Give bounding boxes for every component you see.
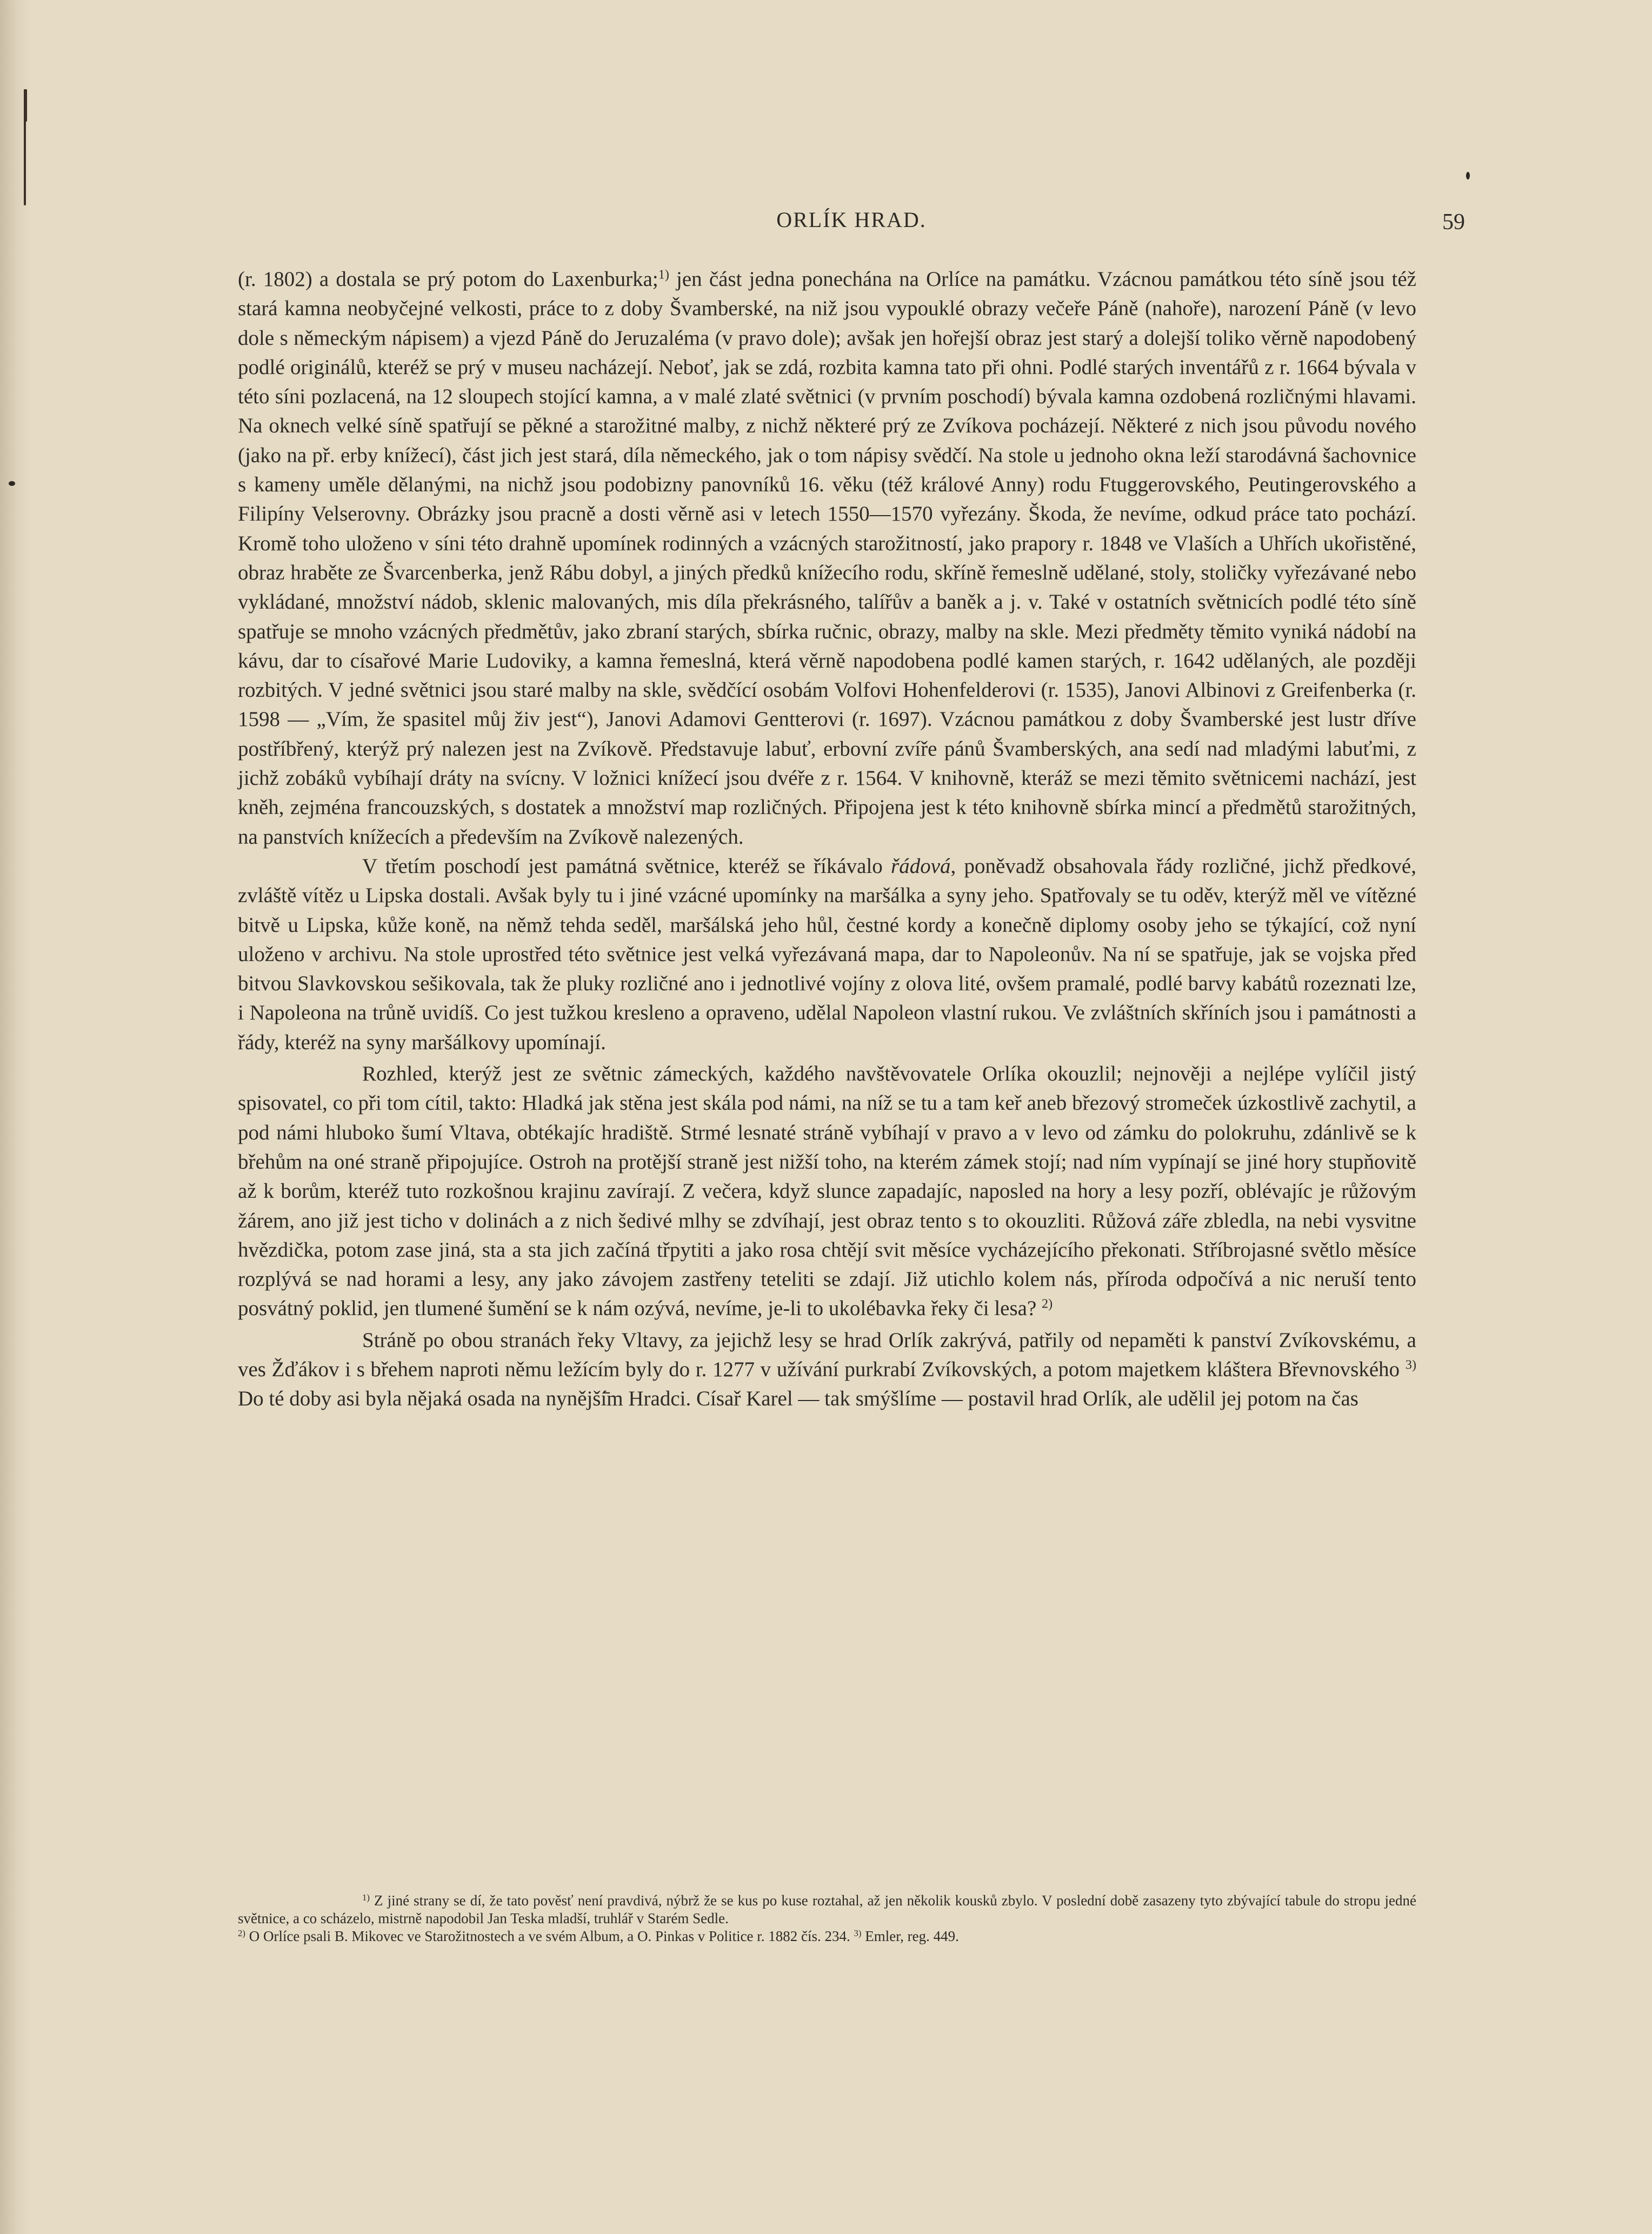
binding-mark [24,114,26,205]
footnote-mark: 2) [238,1928,245,1938]
page-number: 59 [1442,210,1465,235]
footnote-mark: 1) [362,1892,370,1903]
footnote-ref[interactable]: 2) [1042,1297,1053,1312]
paragraph: V třetím poschodí jest památná světnice, kteréž se říkávalo řádová, poněvadž obsahovala řády rozličné, jichž předkové, zvláště vítěz u Lipska dostali. Avšak byly tu i jiné vzácné upomínky na maršálka a syny jeho. Spatřovaly se tu oděv, kterýž měl ve vítězné bitvě u Lipska, kůže koně, na němž tehda seděl, maršálská jeho hůl, čestné kordy a konečně diplomy osoby jeho se týkající, což nyní uloženo v archivu. Na stole uprostřed této světnice jest velká vyřezávaná mapa, dar to Napoleonův. Na ní se spatřuje, jak se vojska před bitvou Slavkovskou sešikovala, tak že pluky rozličné ano i jednotlivé vojíny z olova lité, ovšem pramalé, podlé barvy kabátů rozeznati lze, i Napoleona na trůně uvidíš. Co jest tužkou kresleno a opraveno, udělal Napoleon vlastní rukou. Ve zvláštních skříních jsou i památnosti a řády, kteréž na syny maršálkovy upomínají. [238,854,1416,1054]
page-edge-shadow [0,0,31,2234]
footnote-ref[interactable]: 1) [658,267,669,282]
footnote: $^{2)}$ O Orlíce psali B. Mikovec ve Starožitnostech a ve svém Album, a O. Pinkas v Politice r. 1882 čís. 234. $^{3)}$ Emler, reg. 449. [238,1928,959,1944]
paragraph: Rozhled, kterýž jest ze světnic zámeckých, každého navštěvovatele Orlíka okouzlil; nejnověji a nejlépe vylíčil jistý spisovatel, co při tom cítil, takto: Hladká jak stěna jest skála pod námi, na níž se tu a tam keř aneb březový stromeček úzkostlivě zachytil, a pod námi hluboko šumí Vltava, obtékajíc hradiště. Strmé lesnaté stráně vybíhají v pravo a v levo od zámku do polokruhu, zdánlivě se k břehům na oné straně připojujíce. Ostroh na protější straně jest nižší toho, na kterém zámek stojí; nad ním vypínají se jiné hory stupňovitě až k borům, kteréž tuto rozkošnou krajinu zavírají. Z večera, když slunce zapadajíc, naposled na hory a lesy pozří, oblévajíc je růžovým žárem, ano již jest ticho v dolinách a z nich šedivé mlhy se zdvíhají, jest obraz tento s to okouzliti. Růžová záře zbledla, na nebi vysvitne hvězdička, potom zase jiná, sta a sta jich začíná třpytiti a jako rosa chtějí svit měsíce vycházejícího překonati. Stříbrojasné světlo měsíce rozplývá se nad horami a lesy, any jako závojem zastřeny teteliti se zdají. Již utichlo kolem nás, příroda odpočívá a nic neruší tento posvátný poklid, jen tlumené šumění se k nám ozývá, nevíme, je-li to ukolébavka řeky či lesa? $^{2)}$ [238,1062,1416,1321]
running-head: ORLÍK HRAD. [776,208,927,232]
italic-term: řádová [891,854,951,878]
paragraph: (r. 1802) a dostala se prý potom do Laxenburka;$^{1)}$ jen část jedna ponechána na Orlíce na památku. Vzácnou památkou této síně jsou též stará kamna neobyčejné velkosti, práce to z doby Švamberské, na niž jsou vypouklé obrazy večeře Páně (nahoře), narození Páně (v levo dole s německým nápisem) a vjezd Páně do Jeruzaléma (v pravo dole); avšak jen hořejší obraz jest starý a dolejší toliko věrně napodobený podlé originálů, kteréž se prý v museu nacházejí. Neboť, jak se zdá, rozbita kamna tato při ohni. Podlé starých inventářů z r. 1664 bývala v této síni pozlacená, na 12 sloupech stojící kamna, a v malé zlaté světnici (v prvním poschodí) bývala kamna ozdobená rozličnými hlavami. Na oknech velké síně spatřují se pěkné a starožitné malby, z nichž některé prý ze Zvíkova pocházejí. Některé z nich jsou původu nového (jako na př. erby knížecí), část jich jest stará, díla německého, jak o tom nápisy svědčí. Na stole u jednoho okna leží starodávná šachovnice s kameny uměle dělanými, na nichž jsou podobizny panovníků 16. věku (též králové Anny) rodu Ftuggerovského, Peutingerovského a Filipíny Velserovny. Obrázky jsou pracně a dosti věrně asi v letech 1550—1570 vyřezány. Škoda, že nevíme, odkud práce tato pochází. Kromě toho uloženo v síni této drahně upomínek rodinných a vzácných starožitností, jako prapory r. 1848 ve Vlaších a Uhřích ukořistěné, obraz hraběte ze Švarcenberka, jenž Rábu dobyl, a jiných předků knížecího rodu, skříně řemeslně udělané, stoly, stoličky vyřezávané nebo vykládané, množství nádob, sklenic malovaných, mis díla překrásného, talířův a baněk a j. v. Také v ostatních světnicích podlé této síně spatřuje se mnoho vzácných předmětův, jako zbraní starých, sbírka ručnic, obrazy, malby na skle. Mezi předměty těmito vyniká nádobí na kávu, dar to císařové Marie Ludoviky, a kamna řemeslná, která věrně napodobena podlé kamen starých, r. 1642 udělaných, ale později rozbitých. V jedné světnici jsou staré malby na skle, svědčící osobám Volfovi Hohenfelderovi (r. 1535), Janovi Albinovi z Greifenberka (r. 1598 — „Vím, že spasitel můj živ jest“), Janovi Adamovi Gentterovi (r. 1697). Vzácnou památkou z doby Švamberské jest lustr dříve postříbřený, kterýž prý nalezen jest na Zvíkově. Představuje labuť, erbovní zvíře pánů Švamberských, ana sedí nad mladými labuťmi, z jichž zobáků vybíhají dráty na svícny. V ložnici knížecí jsou dvéře z r. 1564. V knihovně, kteráž se mezi těmito světnicemi nachází, jest kněh, zejména francouzských, s dostatek a množství map rozličných. Připojena jest k této knihovně sbírka mincí a předmětů starožitných, na panstvích knížecích a především na Zvíkově nalezených. [238,267,1416,849]
ink-speck [1466,172,1470,179]
ink-speck [9,481,15,486]
paragraph: Stráně po obou stranách řeky Vltavy, za jejichž lesy se hrad Orlík zakrývá, patřily od nepaměti k panství Zvíkovskému, a ves Žďákov i s břehem naproti němu ležícím byly do r. 1277 v užívání purkrabí Zvíkovských, a potom majetkem kláštera Břevnovského $^{3)}$ Do té doby asi byla nějaká osada na nynější̄m Hradci. Císař Karel — tak smýšlíme — postavil hrad Orlík, ale udělil jej potom na čas [238,1328,1417,1411]
main-text [238,265,1416,1414]
footnote-mark: 3) [854,1928,862,1938]
footnotes [238,1892,1416,1945]
footnote: $^{1)}$ Z jiné strany se dí, že tato pověsť není pravdivá, nýbrž že se kus po kuse roztahal, až jen několik kousků zbylo. V poslední době zasazeny tyto zbývající tabule do stropu jedné světnice, a co scházelo, mistrně napodobil Jan Teska mladší, truhlář v Starém Sedle. [238,1892,1416,1926]
page-header [238,207,1465,245]
footnote-ref[interactable]: 3) [1405,1357,1417,1372]
